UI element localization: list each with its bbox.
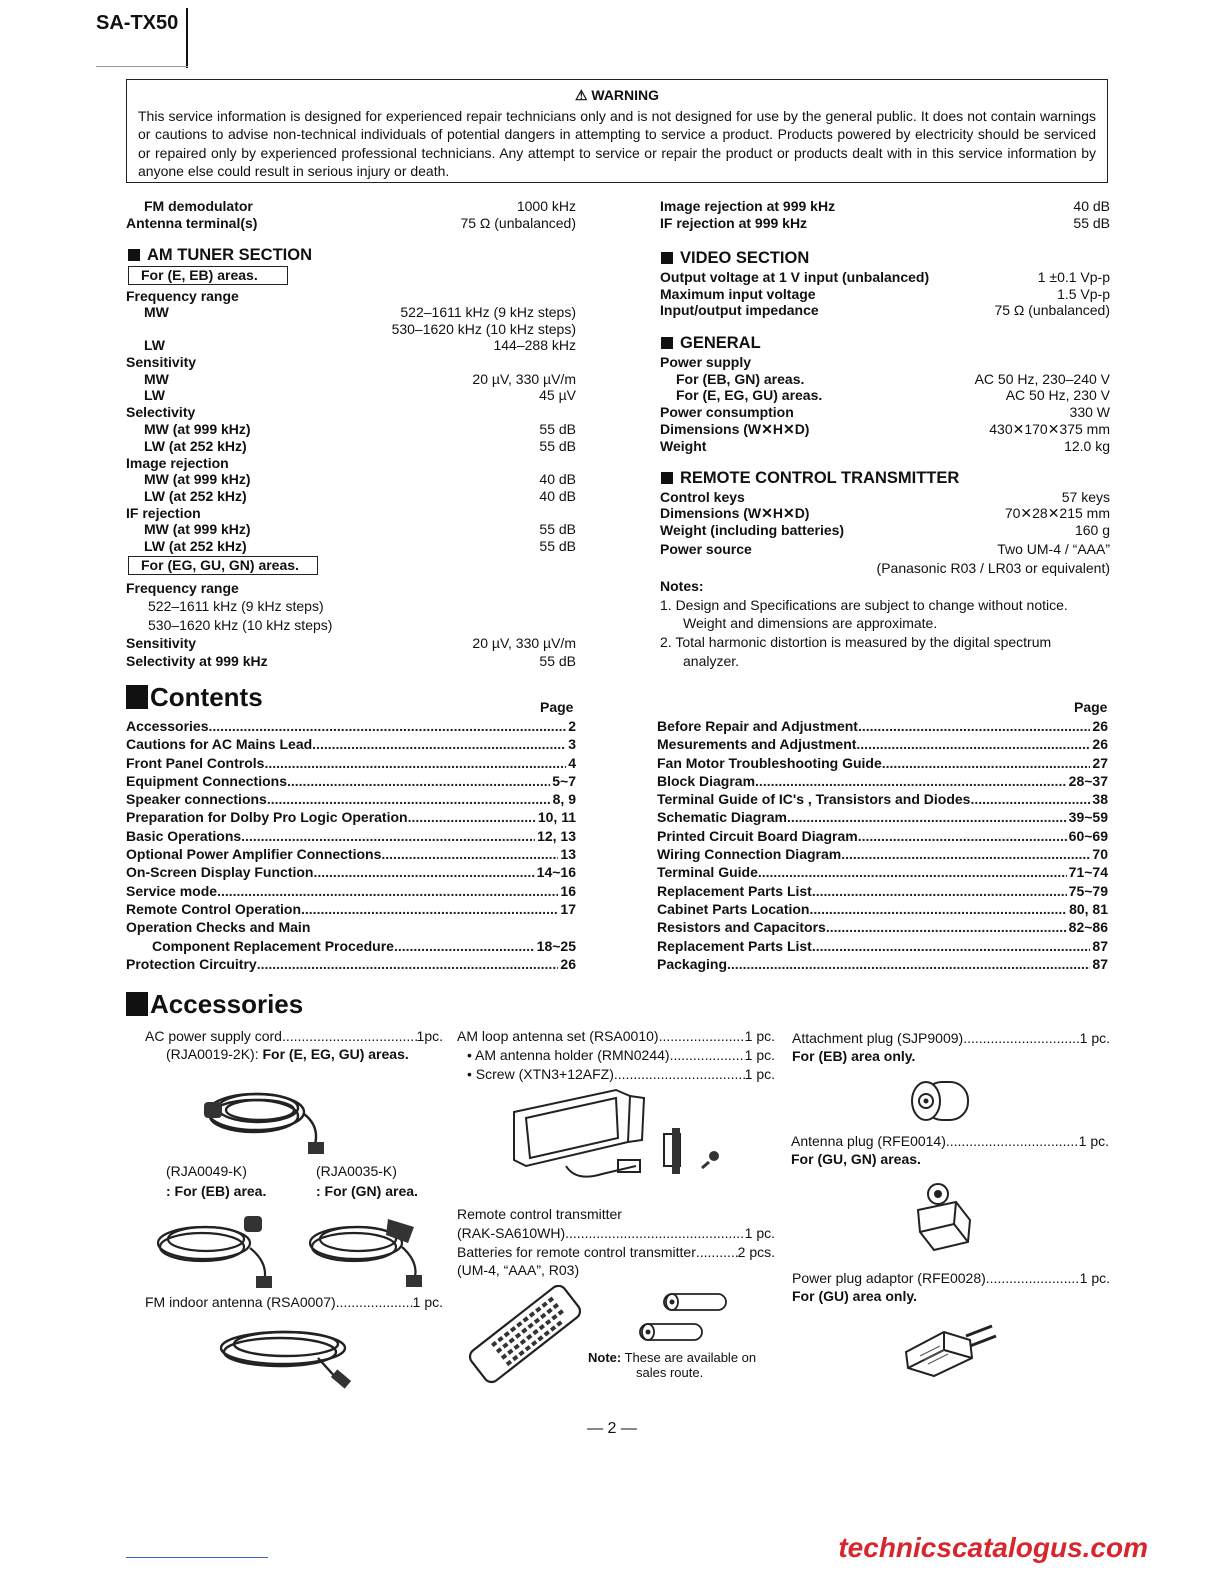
acc-eb-area: : For (EB) area. xyxy=(166,1183,267,1199)
dot-leader xyxy=(856,735,1090,753)
attachment-plug-illustration xyxy=(906,1076,976,1126)
contents-entry-title: Wiring Connection Diagram xyxy=(657,846,842,863)
spec-power-supply-label: Power supply xyxy=(660,354,752,370)
spec-remote-dimensions: Dimensions (W✕H✕D) 70✕28✕215 mm xyxy=(660,505,1110,521)
contents-entry xyxy=(657,845,1108,863)
spec-image-rejection-label: Image rejection xyxy=(126,455,229,471)
contents-entry xyxy=(126,772,576,790)
dot-leader xyxy=(209,717,567,735)
contents-entry xyxy=(126,845,576,863)
spec-frequency-range2-label: Frequency range xyxy=(126,580,239,596)
spec-remote-power-2: (Panasonic R03 / LR03 or equivalent) xyxy=(876,560,1110,576)
spec-sel-mw: MW (at 999 kHz) 55 dB xyxy=(144,421,576,437)
spec-sel2: Selectivity at 999 kHz 55 dB xyxy=(126,653,576,669)
spec-if-rejection-999: IF rejection at 999 kHz 55 dB xyxy=(660,215,1110,231)
contents-entry-page: 70 xyxy=(1092,846,1108,863)
spec-fr2-a: 522–1611 kHz (9 kHz steps) xyxy=(148,598,324,614)
contents-entry-page: 2 xyxy=(568,718,576,734)
contents-entry-title: Speaker connections xyxy=(126,791,267,808)
am-loop-antenna-illustration xyxy=(506,1082,746,1192)
spec-if-rejection-label: IF rejection xyxy=(126,505,201,521)
spec-mw-range-2: 530–1620 kHz (10 kHz steps) xyxy=(391,321,576,337)
spec-frequency-range-label: Frequency range xyxy=(126,288,239,304)
contents-entry xyxy=(657,808,1108,826)
contents-entry xyxy=(657,918,1108,936)
spec-img-mw: MW (at 999 kHz) 40 dB xyxy=(144,471,576,487)
contents-entry-page: 3 xyxy=(568,736,576,753)
warning-box xyxy=(126,79,1108,183)
acc-antenna-plug-area: For (GU, GN) areas. xyxy=(791,1151,921,1167)
contents-entry-page: 28~37 xyxy=(1068,772,1108,789)
contents-entry xyxy=(126,900,576,918)
batteries-note: Note: These are available on xyxy=(588,1350,757,1365)
model-number: SA-TX50 xyxy=(96,12,179,34)
spec-video-output: Output voltage at 1 V input (unbalanced) 1 ±0.1 Vp-p xyxy=(660,269,1110,285)
dot-leader xyxy=(394,937,535,955)
dot-leader xyxy=(301,900,558,918)
spec-dimensions: Dimensions (W✕H✕D) 430✕170✕375 mm xyxy=(660,421,1110,437)
contents-entry-page: 87 xyxy=(1092,955,1108,972)
spec-sensitivity-label: Sensitivity xyxy=(126,354,197,370)
antenna-plug-illustration xyxy=(908,1180,978,1255)
acc-remote: (RAK-SA610WH) ..... 1 pc. Batteries for remote control transmitter ..... 2 pcs. xyxy=(457,1224,775,1262)
battery-icon xyxy=(636,1320,706,1344)
dot-leader xyxy=(381,845,558,863)
contents-entry-page: 8, 9 xyxy=(552,791,576,808)
contents-entry-page: 16 xyxy=(560,882,576,899)
contents-entry-page: 39~59 xyxy=(1068,809,1108,826)
contents-list-left xyxy=(126,717,576,973)
note-2: 2. Total harmonic distortion is measured by the digital spectrum xyxy=(660,634,1052,650)
area-label-eg-gu-gn: For (EG, GU, GN) areas. xyxy=(128,556,318,575)
spec-lw-range: LW 144–288 kHz xyxy=(144,337,576,353)
acc-gn-area: : For (GN) area. xyxy=(316,1183,418,1199)
contents-entry-title: On-Screen Display Function xyxy=(126,864,314,881)
contents-entry-page: 18~25 xyxy=(536,937,576,954)
contents-entry xyxy=(126,717,576,735)
dot-leader xyxy=(727,955,1090,973)
contents-entry xyxy=(126,863,576,881)
contents-entry-title: Front Panel Controls xyxy=(126,754,265,771)
spec-weight: Weight 12.0 kg xyxy=(660,438,1110,454)
acc-fm-antenna: FM indoor antenna (RSA0007) ..... 1 pc. xyxy=(145,1293,443,1312)
spec-img-lw: LW (at 252 kHz) 40 dB xyxy=(144,488,576,504)
gn-cord-illustration xyxy=(296,1205,436,1290)
contents-entry-page: 71~74 xyxy=(1068,864,1108,881)
dot-leader xyxy=(826,918,1067,936)
eb-cord-illustration xyxy=(144,1208,284,1293)
contents-entry-title: Terminal Guide xyxy=(657,864,758,881)
dot-leader xyxy=(312,735,566,753)
area-label-e-eb: For (E, EB) areas. xyxy=(128,266,288,285)
dot-leader xyxy=(858,827,1067,845)
dot-leader xyxy=(257,955,559,973)
contents-entry-page: 4 xyxy=(568,754,576,771)
contents-entry-page: 17 xyxy=(560,900,576,917)
spec-sens2: Sensitivity 20 µV, 330 µV/m xyxy=(126,635,576,651)
spec-mw-range: MW 522–1611 kHz (9 kHz steps) xyxy=(144,304,576,320)
contents-entry xyxy=(657,827,1108,845)
power-plug-adaptor-illustration xyxy=(900,1318,1000,1380)
spec-remote-weight: Weight (including batteries) 160 g xyxy=(660,522,1110,538)
contents-entry-page: 26 xyxy=(1092,736,1108,753)
spec-power-consumption: Power consumption 330 W xyxy=(660,404,1110,420)
section-bullet-icon xyxy=(128,249,140,261)
contents-entry-title: Remote Control Operation xyxy=(126,900,302,917)
contents-entry-title: Accessories xyxy=(126,718,209,734)
spec-video-impedance: Input/output impedance 75 Ω (unbalanced) xyxy=(660,302,1110,318)
dot-leader xyxy=(970,790,1090,808)
contents-entry-title: Service mode xyxy=(126,882,218,899)
contents-entry xyxy=(657,900,1108,918)
batteries-note-cont: sales route. xyxy=(636,1365,704,1380)
contents-entry xyxy=(657,790,1108,808)
accessories-heading: Accessories xyxy=(126,989,303,1020)
video-section-title: VIDEO SECTION xyxy=(661,249,809,268)
note-1: 1. Design and Specifications are subject to change without notice. xyxy=(660,597,1068,613)
dot-leader xyxy=(812,937,1091,955)
spec-fm-demodulator: FM demodulator 1000 kHz xyxy=(144,198,576,214)
contents-entry-title: Protection Circuitry xyxy=(126,955,257,972)
warning-body: This service information is designed for experienced repair technicians only and is not designed for use by the general public. It does not contain warnings or cautions to advise non-technical individuals of potential dangers in attempting to service a product. Products powered by electricity should be serviced or repaired only by experienced professional technicians. Any attempt to service or repair the product or products dealt with in this service information by anyone else could result in serious injury or death. xyxy=(138,108,1096,180)
contents-entry-title: Equipment Connections xyxy=(126,772,287,789)
spec-ifr-lw: LW (at 252 kHz) 55 dB xyxy=(144,538,576,554)
acc-power-plug-adaptor: Power plug adaptor (RFE0028) ..... 1 pc. xyxy=(792,1269,1110,1288)
dot-leader xyxy=(758,863,1067,881)
spec-video-max-input: Maximum input voltage 1.5 Vp-p xyxy=(660,286,1110,302)
remote-section-title: REMOTE CONTROL TRANSMITTER xyxy=(661,469,959,488)
contents-entry-title: Mesurements and Adjustment xyxy=(657,736,857,753)
contents-entry-title: Block Diagram xyxy=(657,772,756,789)
contents-page-label-right: Page xyxy=(1074,699,1108,715)
contents-entry xyxy=(657,754,1108,772)
spec-control-keys: Control keys 57 keys xyxy=(660,489,1110,505)
note-2-cont: analyzer. xyxy=(683,653,740,669)
contents-entry xyxy=(657,772,1108,790)
contents-entry xyxy=(126,937,576,955)
dot-leader xyxy=(787,808,1067,826)
contents-entry xyxy=(126,754,576,772)
spec-sens-mw: MW 20 µV, 330 µV/m xyxy=(144,371,576,387)
dot-leader xyxy=(287,772,550,790)
dot-leader xyxy=(809,900,1067,918)
page-number: — 2 — xyxy=(587,1420,637,1437)
contents-entry-page: 26 xyxy=(560,955,576,972)
ac-cord-illustration xyxy=(196,1072,346,1162)
section-bullet-icon xyxy=(126,992,148,1016)
contents-entry-title: Cautions for AC Mains Lead xyxy=(126,736,313,753)
header-rule xyxy=(96,66,188,67)
contents-entry-title: Resistors and Capacitors xyxy=(657,919,826,936)
contents-entry xyxy=(126,790,576,808)
notes-title: Notes: xyxy=(660,578,704,594)
spec-sel-lw: LW (at 252 kHz) 55 dB xyxy=(144,438,576,454)
contents-entry-title: Optional Power Amplifier Connections xyxy=(126,846,382,863)
contents-entry-title: Component Replacement Procedure xyxy=(152,937,394,954)
fm-antenna-illustration xyxy=(208,1318,368,1393)
dot-leader xyxy=(264,754,566,772)
contents-entry-page: 82~86 xyxy=(1068,919,1108,936)
contents-entry-title: Packaging xyxy=(657,955,728,972)
acc-remote-title: Remote control transmitter xyxy=(457,1206,622,1222)
contents-entry-title: Terminal Guide of IC's , Transistors and Diodes xyxy=(657,791,971,808)
acc-am-loop: AM loop antenna set (RSA0010) ..... 1 pc. • AM antenna holder (RMN0244) ..... 1 pc. • Screw (XTN3+12AFZ) ..... 1 pc. xyxy=(457,1027,775,1084)
contents-entry-title: Printed Circuit Board Diagram xyxy=(657,827,858,844)
contents-entry-title: Cabinet Parts Location xyxy=(657,900,810,917)
contents-entry-page: 13 xyxy=(560,846,576,863)
spec-ps-e-eg-gu: For (E, EG, GU) areas. AC 50 Hz, 230 V xyxy=(676,387,1110,403)
contents-entry-page: 26 xyxy=(1092,718,1108,734)
spec-remote-power: Power source Two UM-4 / “AAA” xyxy=(660,541,1110,557)
dot-leader xyxy=(841,845,1090,863)
dot-leader xyxy=(408,808,536,826)
acc-eb-part: (RJA0049-K) xyxy=(166,1163,247,1179)
note-1-cont: Weight and dimensions are approximate. xyxy=(683,615,938,631)
acc-ac-cord-part: (RJA0019-2K): For (E, EG, GU) areas. xyxy=(166,1046,409,1062)
contents-heading: Contents xyxy=(126,682,263,713)
contents-entry-title: Replacement Parts List xyxy=(657,882,812,899)
spec-ps-eb-gn: For (EB, GN) areas. AC 50 Hz, 230–240 V xyxy=(676,371,1110,387)
section-bullet-icon xyxy=(661,337,673,349)
contents-entry-page: 80, 81 xyxy=(1069,900,1108,917)
contents-entry xyxy=(657,882,1108,900)
acc-attachment-plug: Attachment plug (SJP9009) ..... 1 pc. xyxy=(792,1029,1110,1048)
dot-leader xyxy=(882,754,1091,772)
contents-entry-page: 10, 11 xyxy=(537,809,576,826)
dot-leader xyxy=(217,882,558,900)
dot-leader xyxy=(858,717,1090,735)
contents-entry xyxy=(126,882,576,900)
section-bullet-icon xyxy=(126,685,148,709)
contents-entry-page: 5~7 xyxy=(552,772,576,789)
acc-antenna-plug: Antenna plug (RFE0014) ..... 1 pc. xyxy=(791,1132,1109,1151)
dot-leader xyxy=(812,882,1067,900)
contents-entry-title: Basic Operations xyxy=(126,827,242,844)
acc-gn-part: (RJA0035-K) xyxy=(316,1163,397,1179)
contents-entry-title: Schematic Diagram xyxy=(657,809,787,826)
footer-rule xyxy=(126,1557,268,1558)
section-bullet-icon xyxy=(661,252,673,264)
dot-leader xyxy=(313,863,534,881)
contents-entry xyxy=(657,937,1108,955)
contents-entry-page: 75~79 xyxy=(1068,882,1108,899)
acc-power-plug-adaptor-area: For (GU) area only. xyxy=(792,1288,917,1304)
general-section-title: GENERAL xyxy=(661,334,761,353)
contents-entry xyxy=(126,827,576,845)
contents-page-label-left: Page xyxy=(540,699,574,715)
contents-entry xyxy=(126,808,576,826)
contents-entry-page: 27 xyxy=(1092,754,1108,771)
contents-entry xyxy=(126,955,576,973)
dot-leader xyxy=(267,790,551,808)
contents-entry-title: Replacement Parts List xyxy=(657,937,812,954)
spec-fr2-b: 530–1620 kHz (10 kHz steps) xyxy=(148,617,333,633)
acc-attachment-plug-area: For (EB) area only. xyxy=(792,1048,916,1064)
contents-list-right xyxy=(657,717,1108,973)
contents-entry-title: Before Repair and Adjustment xyxy=(657,718,858,734)
contents-entry-title: Fan Motor Troubleshooting Guide xyxy=(657,754,882,771)
contents-entry-page: 38 xyxy=(1092,791,1108,808)
contents-entry xyxy=(657,955,1108,973)
spec-image-rejection-999: Image rejection at 999 kHz 40 dB xyxy=(660,198,1110,214)
contents-entry xyxy=(126,735,576,753)
header-divider xyxy=(186,8,188,68)
dot-leader xyxy=(755,772,1067,790)
spec-sens-lw: LW 45 µV xyxy=(144,387,576,403)
contents-entry-title: Operation Checks and Main xyxy=(126,919,311,936)
contents-entry xyxy=(657,717,1108,735)
website-watermark: technicscatalogus.com xyxy=(838,1532,1148,1563)
contents-entry-page: 60~69 xyxy=(1068,827,1108,844)
contents-entry-page: 87 xyxy=(1092,937,1108,954)
remote-control-illustration xyxy=(462,1285,582,1385)
contents-entry xyxy=(657,735,1108,753)
section-bullet-icon xyxy=(661,472,673,484)
spec-antenna-terminal: Antenna terminal(s) 75 Ω (unbalanced) xyxy=(126,215,576,231)
spec-selectivity-label: Selectivity xyxy=(126,404,196,420)
contents-entry xyxy=(126,918,576,936)
acc-batteries-type: (UM-4, “AAA”, R03) xyxy=(457,1262,580,1278)
am-tuner-section-title: AM TUNER SECTION xyxy=(128,246,312,265)
battery-icon xyxy=(660,1290,730,1314)
acc-ac-cord: AC power supply cord ..... 1pc. xyxy=(145,1027,443,1046)
contents-entry-title: Preparation for Dolby Pro Logic Operation xyxy=(126,809,408,826)
dot-leader xyxy=(241,827,535,845)
contents-entry-page: 12, 13 xyxy=(537,827,576,844)
contents-entry xyxy=(657,863,1108,881)
contents-entry-page: 14~16 xyxy=(536,864,576,881)
warning-title: ⚠ WARNING xyxy=(574,87,660,103)
spec-ifr-mw: MW (at 999 kHz) 55 dB xyxy=(144,521,576,537)
